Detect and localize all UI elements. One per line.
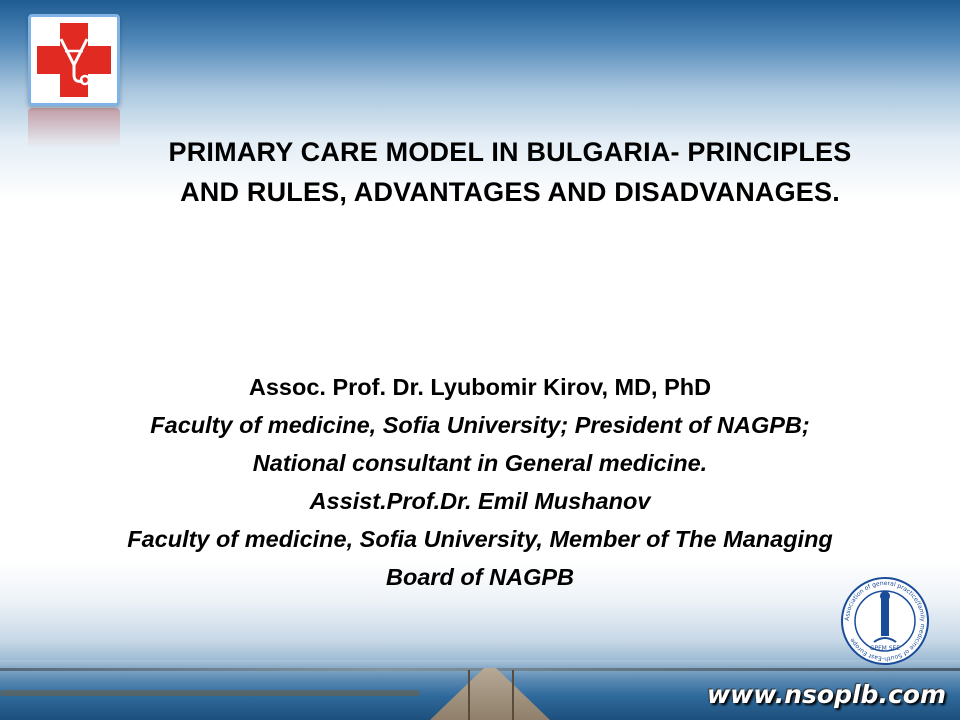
- author-2-affiliation: Faculty of medicine, Sofia University, Member of The Managing: [127, 526, 833, 552]
- seal-ring-text: Association of general practice/family medicine of South-East Europe: [843, 579, 927, 663]
- author-1-affiliation: Faculty of medicine, Sofia University; President of NAGPB;: [150, 412, 810, 438]
- title-line-2: AND RULES, ADVANTAGES AND DISADVANAGES.: [180, 177, 840, 207]
- horizon-line: [0, 668, 960, 671]
- pier-rail-left: [468, 670, 470, 720]
- logo-reflection: [28, 108, 120, 148]
- author-2-name: Assist.Prof.Dr. Emil Mushanov: [309, 488, 651, 514]
- author-1-name: Assoc. Prof. Dr. Lyubomir Kirov, MD, PhD: [248, 374, 712, 400]
- website-url[interactable]: www.nsoplb.com: [707, 680, 946, 709]
- title-line-1: PRIMARY CARE MODEL IN BULGARIA- PRINCIPLES: [168, 137, 852, 167]
- author-2-affiliation-cont: Board of NAGPB: [386, 564, 574, 590]
- medical-cross-stethoscope-icon: [28, 14, 120, 106]
- gpfm-see-seal-icon: [840, 576, 930, 666]
- author-1-role: National consultant in General medicine.: [252, 450, 708, 476]
- seal-bottom-text: GPFM SEE: [869, 645, 901, 652]
- pier-rail-right: [512, 670, 514, 720]
- distant-shore: [0, 690, 420, 696]
- slide-title: [110, 132, 910, 212]
- author-block: [40, 368, 920, 596]
